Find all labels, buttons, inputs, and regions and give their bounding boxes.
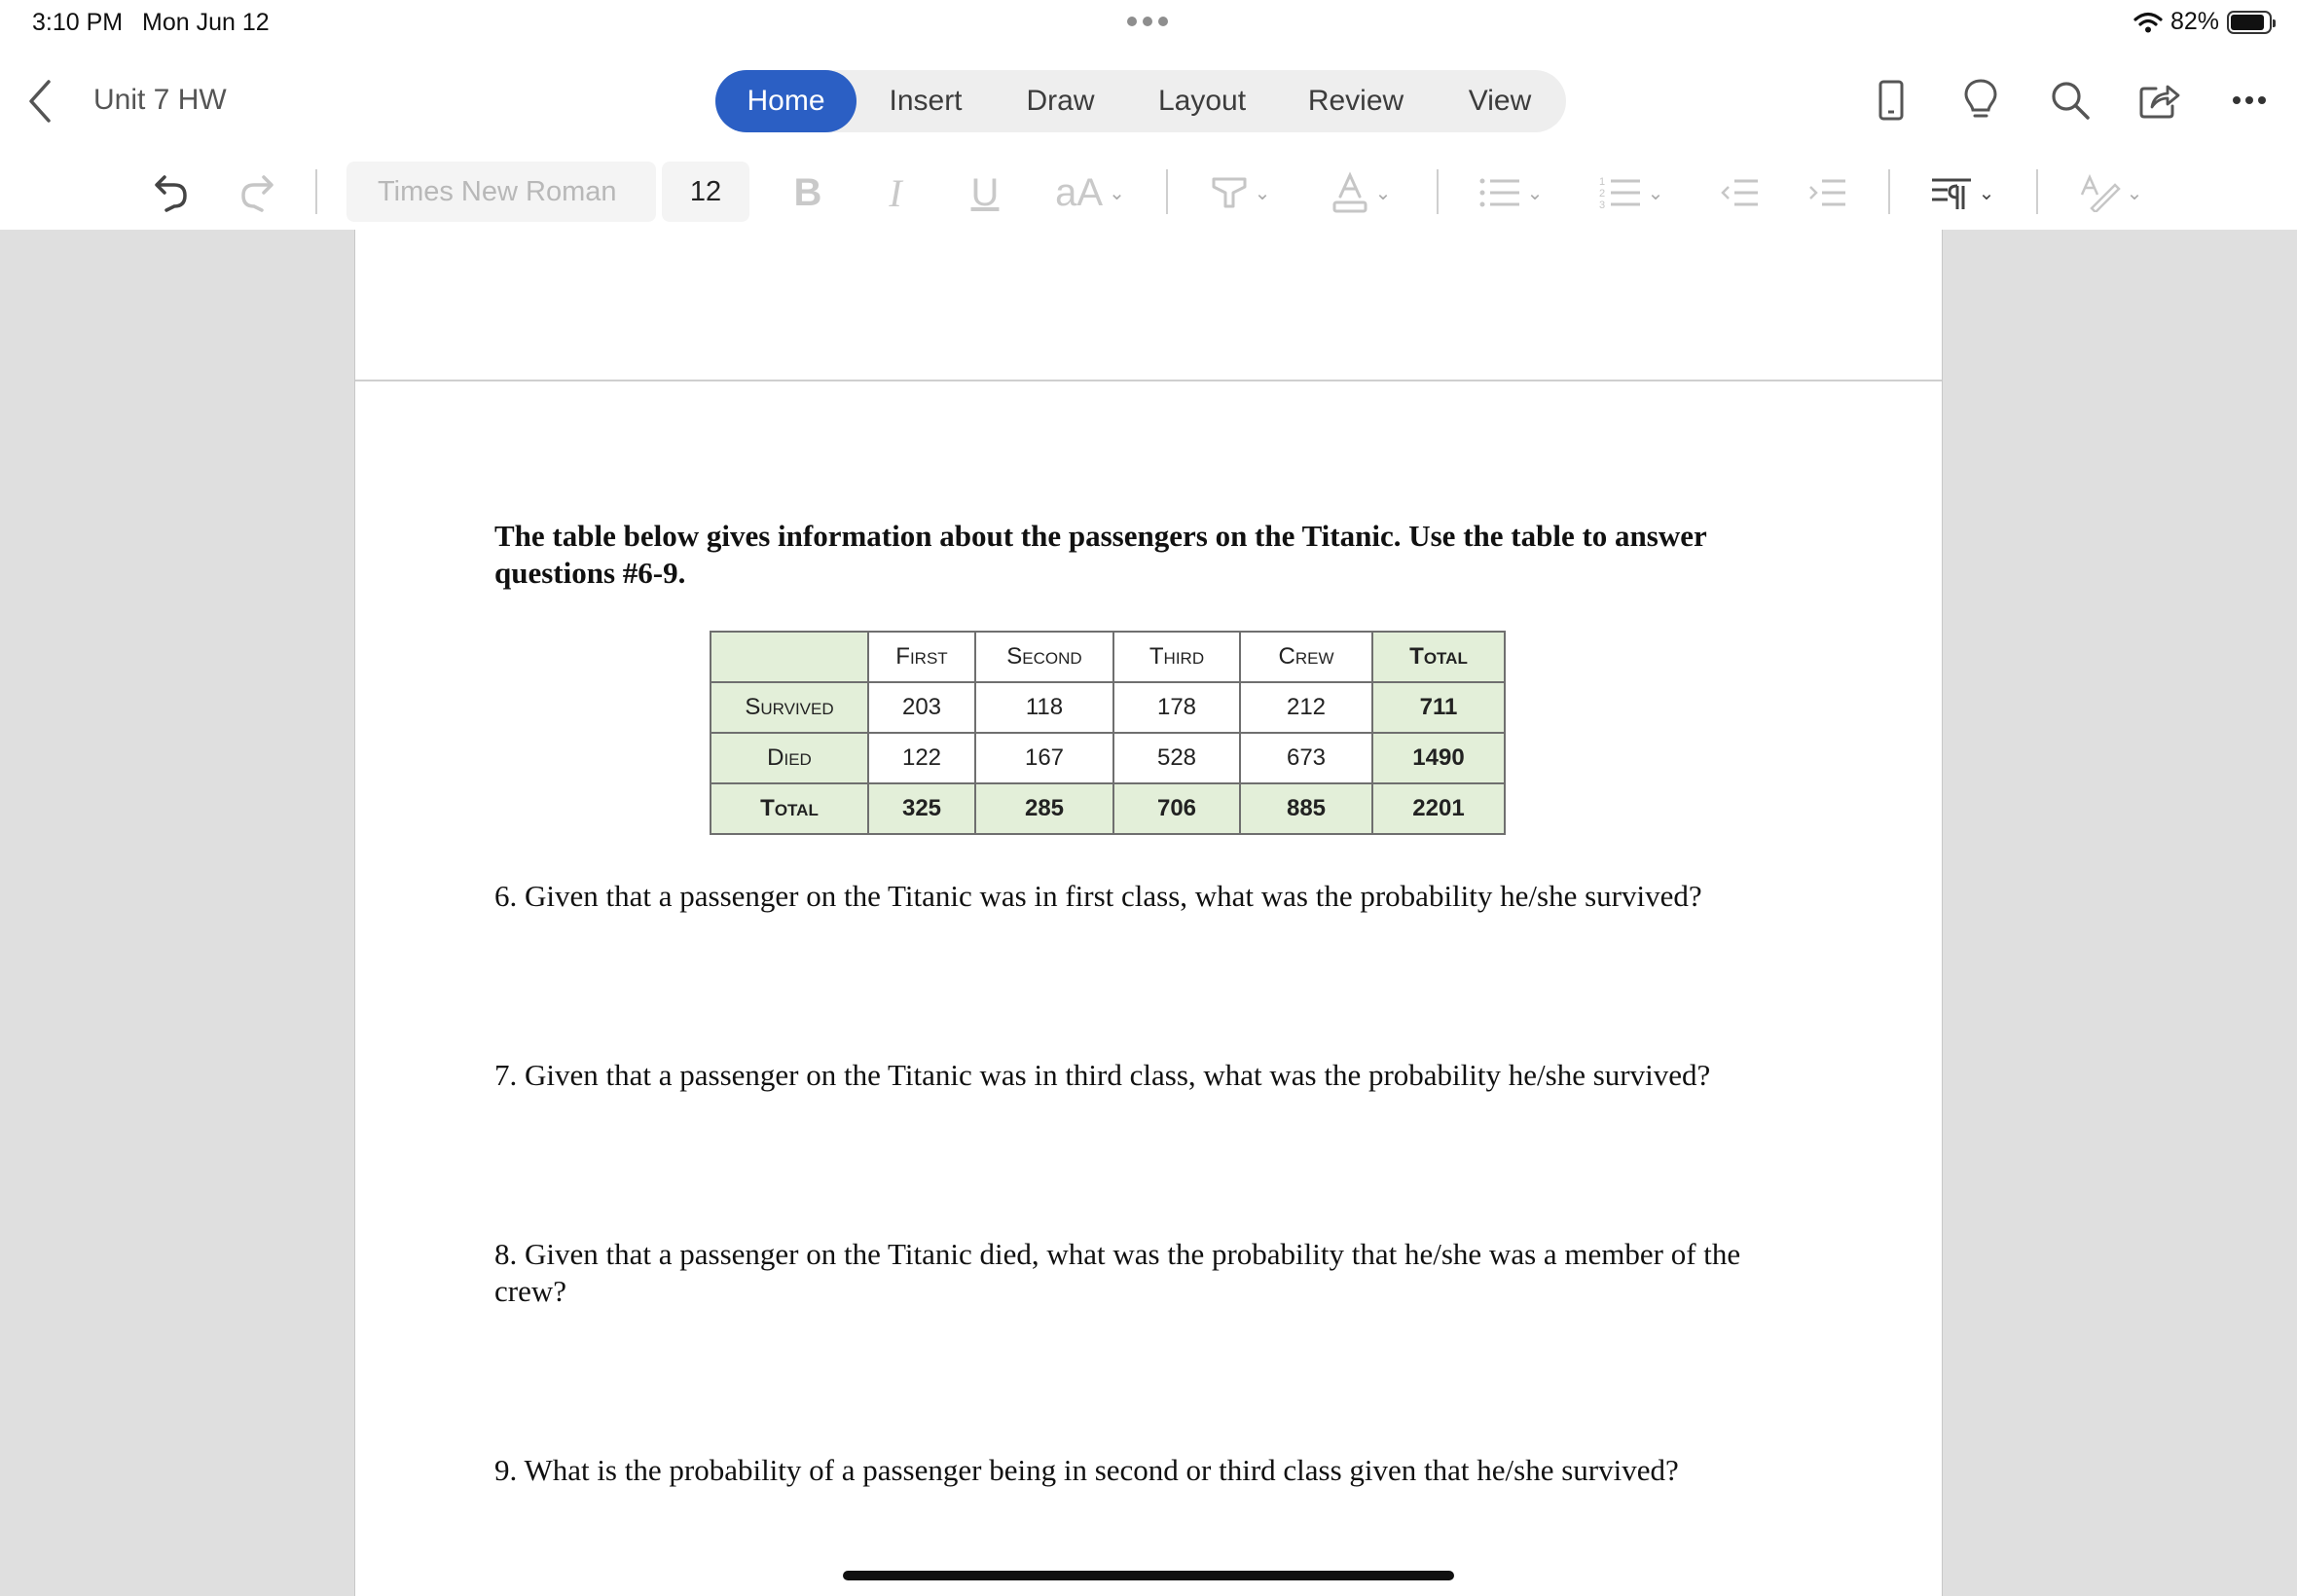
ideas-button[interactable] [1956,76,2005,125]
paragraph-button[interactable] [1923,156,2001,230]
table-cell: 285 [975,783,1113,834]
table-cell: 1490 [1372,733,1505,783]
numbering-button[interactable] [1592,156,1670,230]
chevron-down-icon: ⌄ [1526,182,1544,204]
table-cell: 325 [868,783,975,834]
share-icon [2138,81,2181,120]
table-cell: 885 [1240,783,1372,834]
tab-draw[interactable]: Draw [1026,85,1095,117]
table-cell: 528 [1113,733,1240,783]
redo-icon [238,171,277,214]
table-row [711,783,1505,834]
chevron-down-icon: ⌄ [2126,182,2143,204]
table-cell: 122 [868,733,975,783]
tab-layout[interactable]: Layout [1157,85,1247,117]
table-cell: 673 [1240,733,1372,783]
italic-button[interactable]: I [889,170,902,215]
table-row [711,733,1505,783]
phone-icon [1877,79,1906,122]
table-cell: 711 [1372,682,1505,733]
table-cell: 212 [1240,682,1372,733]
undo-button[interactable] [146,156,195,230]
wifi-icon [2133,11,2163,34]
increase-indent-icon [1808,175,1847,210]
table-header-cell: Second [975,632,1113,682]
page-break-line [355,380,1942,381]
tab-review[interactable]: Review [1307,85,1404,117]
question-6: 6. Given that a passenger on the Titanic was in first class, what was the probability he/she survived? [494,879,1702,913]
highlighter-icon [1210,173,1249,212]
chevron-down-icon: ⌄ [1109,182,1125,204]
decrease-indent-icon [1721,175,1760,210]
search-icon [2050,80,2091,121]
document-title[interactable]: Unit 7 HW [93,84,227,116]
styles-pen-icon [2078,173,2121,212]
chevron-left-icon [21,74,60,128]
question-7: 7. Given that a passenger on the Titanic was in third class, what was the probability he/she survived? [494,1058,1711,1092]
table-header-cell: First [868,632,975,682]
battery-percent: 82% [2169,8,2219,35]
font-color-icon [1331,171,1369,214]
lightbulb-icon [1963,78,1998,123]
table-header-cell: Total [1372,632,1505,682]
svg-text:1: 1 [1598,176,1605,188]
underline-button[interactable]: U [970,170,1000,214]
text-size-button[interactable] [1051,156,1129,230]
table-row [711,682,1505,733]
chevron-down-icon: ⌄ [1254,182,1271,204]
undo-icon [151,171,190,214]
status-time: 3:10 PM [32,9,124,36]
table-header-cell: Third [1113,632,1240,682]
increase-indent-button[interactable] [1805,156,1851,230]
highlight-button[interactable] [1203,156,1277,230]
chevron-down-icon: ⌄ [1647,182,1664,204]
back-button[interactable] [21,74,60,128]
table-row-label: Survived [711,682,868,733]
font-size-field[interactable]: 12 [662,162,749,222]
table-cell: 2201 [1372,783,1505,834]
bullets-button[interactable] [1472,156,1550,230]
question-9: 9. What is the probability of a passenger being in second or third class given that he/she survived? [494,1453,1679,1487]
font-name-field[interactable]: Times New Roman [346,162,656,222]
more-options-button[interactable] [2225,76,2274,125]
status-bar [0,0,2297,47]
titanic-table [710,631,1506,835]
table-cell: 203 [868,682,975,733]
question-8: 8. Given that a passenger on the Titanic died, what was the probability that he/she was a member of the crew? [494,1237,1741,1308]
bold-button[interactable]: B [793,170,822,214]
bullet-list-icon [1478,175,1521,210]
formatting-ribbon [0,156,2297,230]
title-bar [0,47,2297,156]
table-cell: 706 [1113,783,1240,834]
tab-insert[interactable]: Insert [889,85,963,117]
share-button[interactable] [2135,76,2184,125]
multitasking-dots[interactable] [1127,17,1168,26]
tab-view[interactable]: View [1468,85,1532,117]
mobile-view-button[interactable] [1867,76,1915,125]
table-cell: 118 [975,682,1113,733]
table-corner-cell [711,632,868,682]
styles-button[interactable] [2071,156,2149,230]
document-page[interactable] [354,230,1943,1596]
tab-home[interactable]: Home [715,70,857,132]
table-header-row [711,632,1505,682]
text-size-label: aA [1055,170,1104,214]
table-row-label: Total [711,783,868,834]
svg-text:3: 3 [1598,200,1605,211]
paragraph-icon [1930,174,1973,211]
intro-paragraph: The table below gives information about the passengers on the Titanic. Use the table to answer questions #6-9. [494,519,1707,590]
svg-text:2: 2 [1598,188,1605,200]
table-row-label: Died [711,733,868,783]
font-color-button[interactable] [1324,156,1398,230]
chevron-down-icon: ⌄ [1374,182,1392,204]
status-date: Mon Jun 12 [142,9,270,36]
ellipsis-icon [2232,95,2267,105]
redo-button[interactable] [234,156,282,230]
battery-icon [2227,11,2272,34]
table-cell: 167 [975,733,1113,783]
numbered-list-icon [1599,173,1642,212]
chevron-down-icon: ⌄ [1978,182,1995,204]
home-indicator[interactable] [843,1571,1454,1580]
search-button[interactable] [2046,76,2095,125]
ribbon-tabs [715,70,1566,132]
table-header-cell: Crew [1240,632,1372,682]
table-cell: 178 [1113,682,1240,733]
decrease-indent-button[interactable] [1717,156,1764,230]
